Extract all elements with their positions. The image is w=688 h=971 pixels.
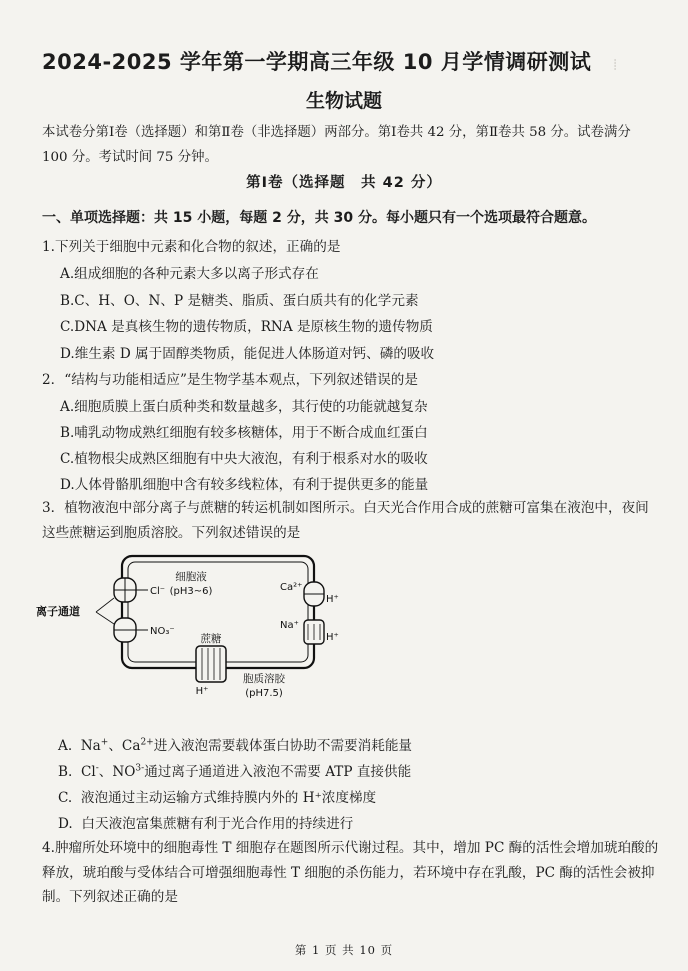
label-cl: Cl⁻ <box>150 586 166 597</box>
question-3-stem: 3．植物液泡中部分离子与蔗糖的转运机制如图所示。白天光合作用合成的蔗糖可富集在液泡中，夜间这些蔗糖运到胞质溶胶。下列叙述错误的是 <box>42 500 649 541</box>
exam-title: 2024-2025 学年第一学期高三年级 10 月学情调研测试 <box>42 50 592 74</box>
part-one-heading: 第Ⅰ卷（选择题 共 42 分） <box>246 175 442 191</box>
question-2-option-a: A.细胞质膜上蛋白质种类和数量越多，其行使的功能就越复杂 <box>60 399 428 415</box>
question-1-option-a: A.组成细胞的各种元素大多以离子形式存在 <box>60 266 319 282</box>
pointer-line-bottom <box>96 612 114 624</box>
subject-title: 生物试题 <box>305 90 382 112</box>
question-2-option-c: C.植物根尖成熟区细胞有中央大液泡，有利于根系对水的吸收 <box>60 451 428 467</box>
page-footer: 第 1 页 共 10 页 <box>294 943 394 957</box>
question-3-option-a: A. Na+、$Ca^{2+}$进入液泡需要载体蛋白协助不需要消耗能量 <box>58 737 413 754</box>
question-1-stem: 1.下列关于细胞中元素和化合物的叙述，正确的是 <box>42 239 341 255</box>
label-vacuole-sap: 细胞液 <box>175 571 207 583</box>
label-ion-channel: 离子通道 <box>36 605 80 618</box>
question-4-stem: 4.肿瘤所处环境中的细胞毒性 T 细胞存在题图所示代谢过程。其中，增加 PC 酶的活性会增加琥珀酸的释放，琥珀酸与受体结合可增强细胞毒性 T 细胞的杀伤能力，若环境中存在乳酸，PC 酶的活性会被抑制。下列叙述正确的是 <box>42 840 659 905</box>
label-sucrose: 蔗糖 <box>200 633 222 645</box>
label-h-na: H⁺ <box>326 632 339 643</box>
label-cytosol-ph: (pH7.5) <box>245 688 283 699</box>
question-2-stem: 2．“结构与功能相适应”是生物学基本观点，下列叙述错误的是 <box>42 372 418 388</box>
question-2-option-d: D.人体骨骼肌细胞中含有较多线粒体，有利于提供更多的能量 <box>60 477 429 493</box>
label-ca: Ca²⁺ <box>280 582 303 593</box>
exam-instructions: 本试卷分第Ⅰ卷（选择题）和第Ⅱ卷（非选择题）两部分。第Ⅰ卷共 42 分，第Ⅱ卷共 58 分。试卷满分 100 分。考试时间 75 分钟。 <box>42 125 631 165</box>
label-cytosol: 胞质溶胶 <box>243 673 285 685</box>
question-3-option-c: C. 液泡通过主动运输方式维持膜内外的 H⁺浓度梯度 <box>58 790 377 806</box>
question-1-option-c: C.DNA 是真核生物的遗传物质，RNA 是原核生物的遗传物质 <box>60 319 433 335</box>
label-h-sucrose: H⁺ <box>195 686 209 697</box>
section-one-heading: 一、单项选择题：共 15 小题，每题 2 分，共 30 分。每小题只有一个选项最符合题意。 <box>42 210 596 226</box>
label-no3: NO₃⁻ <box>150 626 175 637</box>
question-1-option-d: D.维生素 D 属于固醇类物质，能促进人体肠道对钙、磷的吸收 <box>60 346 435 362</box>
bleed-through-mark: ┊ <box>612 60 619 71</box>
question-3-option-d: D. 白天液泡富集蔗糖有利于光合作用的持续进行 <box>58 816 354 832</box>
ion-channel-bottom <box>114 618 136 642</box>
label-h-ca: H⁺ <box>326 594 339 605</box>
na-h-antiporter <box>304 620 324 644</box>
pointer-line-top <box>96 598 114 612</box>
vacuole-transport-diagram <box>36 548 339 708</box>
ca-h-antiporter <box>304 582 324 606</box>
ion-channel-top <box>114 578 136 602</box>
question-1-option-b: B.C、H、O、N、P 是糖类、脂质、蛋白质共有的化学元素 <box>60 293 419 309</box>
label-na: Na⁺ <box>280 620 299 631</box>
question-3-option-b: B. Cl-、$NO^{3-}$通过离子通道进入液泡不需要 ATP 直接供能 <box>58 763 412 780</box>
question-2-option-b: B.哺乳动物成熟红细胞有较多核糖体，用于不断合成血红蛋白 <box>60 425 428 441</box>
label-vacuole-ph: (pH3~6) <box>169 586 213 597</box>
sucrose-h-transporter <box>196 646 226 682</box>
